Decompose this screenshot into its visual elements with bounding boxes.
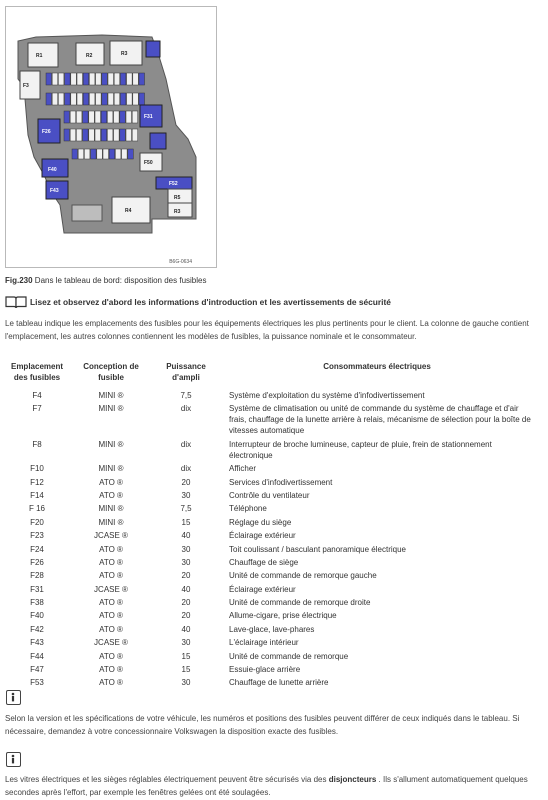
info-icon bbox=[6, 752, 21, 767]
cell-consumer: Services d'infodivertissement bbox=[229, 477, 333, 487]
cell-design: MINI ® bbox=[98, 404, 124, 414]
table-row bbox=[5, 636, 535, 649]
mini-fuse bbox=[115, 149, 121, 159]
mini-fuse bbox=[127, 73, 133, 85]
table-row bbox=[5, 596, 535, 609]
cell-location: F8 bbox=[32, 439, 42, 449]
mini-fuse bbox=[127, 93, 133, 105]
diagram-label: F52 bbox=[169, 181, 178, 187]
cell-design: ATO ® bbox=[99, 557, 123, 567]
mini-fuse bbox=[70, 129, 76, 141]
header-text: Emplacement bbox=[10, 362, 64, 371]
diagram-label: R5 bbox=[174, 195, 181, 201]
cell-location: F53 bbox=[30, 678, 44, 688]
cell-consumer: Chauffage de lunette arrière bbox=[229, 678, 329, 688]
diagram-label: F3 bbox=[23, 83, 29, 89]
version-note: Selon la version et les spécifications de votre véhicule, les numéros et positions des fusibles peuvent différer de ceux indiqués dans le tableau. Si nécessaire, demandez à votre concessionnaire Volkswagen la disposition exacte des fusibles. bbox=[5, 714, 520, 736]
mini-fuse bbox=[70, 111, 76, 123]
mini-fuse bbox=[133, 73, 139, 85]
cell-design: ATO ® bbox=[99, 477, 123, 487]
mini-fuse bbox=[139, 93, 145, 105]
mini-fuse bbox=[89, 129, 95, 141]
header-text: Conception de bbox=[83, 362, 139, 371]
mini-fuse bbox=[114, 73, 120, 85]
book-icon bbox=[5, 296, 27, 309]
table-row bbox=[5, 438, 535, 462]
mini-fuse bbox=[84, 149, 90, 159]
cell-location: F40 bbox=[30, 611, 44, 621]
mini-fuse bbox=[46, 73, 52, 85]
mini-fuse bbox=[122, 149, 128, 159]
cell-consumer: Téléphone bbox=[229, 504, 267, 514]
safety-notice-link[interactable] bbox=[5, 295, 505, 309]
mini-fuse bbox=[97, 149, 103, 159]
cell-consumer: Toit coulissant / basculant panoramique électrique bbox=[229, 544, 406, 554]
cell-power: 40 bbox=[181, 584, 191, 594]
cell-location: F20 bbox=[30, 517, 44, 527]
cell-design: MINI ® bbox=[98, 464, 124, 474]
table-row bbox=[5, 543, 535, 556]
cell-consumer: Réglage du siège bbox=[229, 517, 292, 527]
cell-power: dix bbox=[180, 464, 192, 474]
cell-location: F26 bbox=[30, 557, 44, 567]
mini-fuse bbox=[114, 129, 120, 141]
header-text: Consommateurs électriques bbox=[323, 362, 431, 371]
cell-design: MINI ® bbox=[98, 504, 124, 514]
table-row bbox=[5, 516, 535, 529]
cell-consumer: Contrôle du ventilateur bbox=[229, 490, 310, 500]
cell-power: 40 bbox=[181, 531, 191, 541]
table-row bbox=[5, 556, 535, 569]
cell-location: F42 bbox=[30, 624, 44, 634]
cell-design: ATO ® bbox=[99, 624, 123, 634]
cell-location: F24 bbox=[30, 544, 44, 554]
mini-fuse bbox=[76, 129, 82, 141]
mini-fuse bbox=[101, 111, 107, 123]
cell-location: F14 bbox=[30, 490, 44, 500]
cell-power: 7,5 bbox=[180, 504, 192, 514]
fuse-block bbox=[150, 133, 166, 149]
cell-location: F23 bbox=[30, 531, 44, 541]
fuse-box-figure bbox=[5, 6, 217, 268]
mini-fuse bbox=[64, 111, 70, 123]
mini-fuse bbox=[96, 93, 102, 105]
cell-consumer: Interrupteur de broche lumineuse, capteur de pluie, frein de stationnement électronique bbox=[229, 439, 492, 460]
cell-power: 30 bbox=[181, 557, 191, 567]
figure-caption bbox=[5, 276, 206, 285]
cell-design: ATO ® bbox=[99, 665, 123, 675]
cell-design: JCASE ® bbox=[94, 584, 128, 594]
table-row bbox=[5, 676, 535, 689]
mini-fuse bbox=[120, 93, 126, 105]
breaker-note bbox=[5, 774, 541, 799]
cell-power: 30 bbox=[181, 638, 191, 648]
table-row bbox=[5, 529, 535, 542]
cell-consumer: Lave-glace, lave-phares bbox=[229, 624, 315, 634]
mini-fuse bbox=[120, 111, 126, 123]
mini-fuse bbox=[101, 129, 107, 141]
cell-power: 7,5 bbox=[180, 391, 192, 400]
cell-location: F 16 bbox=[28, 504, 45, 514]
cell-location: F44 bbox=[30, 651, 44, 661]
header-location bbox=[5, 361, 69, 389]
diagram-label: R3 bbox=[121, 51, 128, 57]
figure-image-id: B6G-0634 bbox=[169, 259, 192, 265]
cell-power: 15 bbox=[181, 665, 191, 675]
cell-power: 20 bbox=[181, 598, 191, 608]
cell-power: 20 bbox=[181, 571, 191, 581]
cell-consumer: Unité de commande de remorque gauche bbox=[229, 571, 377, 581]
diagram-label: F31 bbox=[144, 114, 153, 120]
cell-power: 30 bbox=[181, 678, 191, 688]
header-text: Puissance bbox=[166, 362, 206, 371]
cell-design: ATO ® bbox=[99, 490, 123, 500]
header-text: des fusibles bbox=[13, 373, 61, 382]
cell-consumer: Afficher bbox=[229, 464, 256, 474]
breaker-note-text: Les vitres électriques et les sièges réglables électriquement peuvent être sécurisés via des bbox=[5, 775, 329, 784]
mini-fuse bbox=[77, 93, 83, 105]
header-text: fusible bbox=[98, 373, 124, 382]
cell-power: 20 bbox=[181, 477, 191, 487]
figure-caption-text: Dans le tableau de bord: disposition des fusibles bbox=[32, 276, 207, 285]
cell-consumer: Éclairage extérieur bbox=[229, 584, 296, 594]
mini-fuse bbox=[133, 93, 139, 105]
mini-fuse bbox=[132, 111, 138, 123]
table-row bbox=[5, 462, 535, 475]
diagram-label: F40 bbox=[48, 167, 57, 173]
header-consumers bbox=[219, 361, 535, 389]
diagram-label: R2 bbox=[86, 53, 93, 59]
cell-consumer: L'éclairage intérieur bbox=[229, 638, 299, 648]
breaker-note-bold: disjoncteurs bbox=[328, 775, 377, 784]
mini-fuse bbox=[65, 93, 71, 105]
mini-fuse bbox=[83, 73, 89, 85]
mini-fuse bbox=[76, 111, 82, 123]
mini-fuse bbox=[108, 73, 114, 85]
mini-fuse bbox=[107, 129, 113, 141]
table-row bbox=[5, 489, 535, 502]
mini-fuse bbox=[52, 73, 58, 85]
table-header-row bbox=[5, 361, 535, 389]
cell-design: ATO ® bbox=[99, 611, 123, 621]
breaker-note-text: . Ils s'allument automatiquement quelques secondes après l'effort, par exemple les fenêtres gelées ont été soulagées. bbox=[5, 775, 528, 797]
mini-fuse bbox=[78, 149, 84, 159]
diagram-label: R1 bbox=[36, 53, 43, 59]
table-row bbox=[5, 402, 535, 437]
cell-location: F10 bbox=[30, 464, 44, 474]
mini-fuse bbox=[102, 93, 108, 105]
mini-fuse bbox=[120, 73, 126, 85]
cell-consumer: Système d'exploitation du système d'infodivertissement bbox=[229, 391, 425, 400]
cell-consumer: Unité de commande de remorque droite bbox=[229, 598, 371, 608]
cell-location: F47 bbox=[30, 665, 44, 675]
mini-fuse bbox=[71, 73, 77, 85]
diagram-label: F26 bbox=[42, 129, 51, 135]
diagram-label: F50 bbox=[144, 160, 153, 166]
mini-fuse bbox=[139, 73, 145, 85]
table-row bbox=[5, 663, 535, 676]
fuse-block bbox=[146, 41, 160, 57]
cell-location: F7 bbox=[32, 404, 42, 414]
fuse-box-diagram bbox=[6, 7, 216, 267]
mini-fuse bbox=[114, 93, 120, 105]
cell-location: F31 bbox=[30, 584, 44, 594]
mini-fuse bbox=[108, 93, 114, 105]
table-row bbox=[5, 609, 535, 622]
mini-fuse bbox=[58, 73, 64, 85]
cell-design: JCASE ® bbox=[94, 638, 128, 648]
intro-paragraph: Le tableau indique les emplacements des fusibles pour les équipements électriques les plus pertinents pour le client. La colonne de gauche contient l'emplacement, les autres colonnes contiennent les modèles de fusibles, la puissance nominale et le consommateur. bbox=[5, 319, 529, 341]
mini-fuse bbox=[128, 149, 134, 159]
diagram-label: R3 bbox=[174, 209, 181, 215]
header-power bbox=[153, 361, 219, 389]
cell-location: F12 bbox=[30, 477, 44, 487]
safety-notice-text: Lisez et observez d'abord les informations d'introduction et les avertissements de sécurité bbox=[30, 297, 391, 307]
mini-fuse bbox=[95, 129, 101, 141]
cell-consumer: Essuie-glace arrière bbox=[229, 665, 301, 675]
cell-design: ATO ® bbox=[99, 678, 123, 688]
mini-fuse bbox=[65, 73, 71, 85]
cell-power: 30 bbox=[181, 490, 191, 500]
cell-power: 40 bbox=[181, 624, 191, 634]
mini-fuse bbox=[52, 93, 58, 105]
relay-block bbox=[28, 43, 58, 67]
mini-fuse bbox=[107, 111, 113, 123]
cell-design: MINI ® bbox=[98, 439, 124, 449]
cell-consumer: Système de climatisation ou unité de commande du système de chauffage et d'air frais, chauffage de la lunette arrière à relais, mécanisme de sélection pour la boîte de vitesses automatique bbox=[229, 404, 531, 436]
cell-consumer: Allume-cigare, prise électrique bbox=[229, 611, 337, 621]
cell-consumer: Unité de commande de remorque bbox=[229, 651, 349, 661]
mini-fuse bbox=[91, 149, 97, 159]
mini-fuse bbox=[109, 149, 115, 159]
cell-power: dix bbox=[180, 404, 192, 414]
mini-fuse bbox=[58, 93, 64, 105]
cell-location: F4 bbox=[32, 391, 42, 400]
table-row bbox=[5, 502, 535, 515]
mini-fuse bbox=[103, 149, 109, 159]
cell-design: MINI ® bbox=[98, 391, 124, 400]
figure-caption-label: Fig.230 bbox=[5, 276, 33, 285]
mini-fuse bbox=[89, 111, 95, 123]
mini-fuse bbox=[77, 73, 83, 85]
info-icon bbox=[6, 690, 21, 705]
fuse-table bbox=[5, 361, 535, 690]
cell-location: F38 bbox=[30, 598, 44, 608]
cell-design: ATO ® bbox=[99, 571, 123, 581]
cell-design: ATO ® bbox=[99, 598, 123, 608]
mini-fuse bbox=[102, 73, 108, 85]
fuse-block bbox=[72, 205, 102, 221]
mini-fuse bbox=[64, 129, 70, 141]
cell-consumer: Chauffage de siège bbox=[229, 557, 299, 567]
header-design bbox=[69, 361, 153, 389]
mini-fuse bbox=[89, 93, 95, 105]
mini-fuse bbox=[71, 93, 77, 105]
mini-fuse bbox=[96, 73, 102, 85]
mini-fuse bbox=[83, 93, 89, 105]
mini-fuse bbox=[83, 111, 89, 123]
cell-power: 30 bbox=[181, 544, 191, 554]
cell-location: F28 bbox=[30, 571, 44, 581]
header-text: d'ampli bbox=[172, 373, 200, 382]
cell-power: 15 bbox=[181, 651, 191, 661]
table-row bbox=[5, 583, 535, 596]
cell-design: MINI ® bbox=[98, 517, 124, 527]
table-row bbox=[5, 476, 535, 489]
mini-fuse bbox=[83, 129, 89, 141]
cell-location: F43 bbox=[30, 638, 44, 648]
mini-fuse bbox=[89, 73, 95, 85]
table-row bbox=[5, 623, 535, 636]
mini-fuse bbox=[120, 129, 126, 141]
cell-design: JCASE ® bbox=[94, 531, 128, 541]
mini-fuse bbox=[114, 111, 120, 123]
table-row bbox=[5, 389, 535, 402]
cell-power: dix bbox=[180, 439, 192, 449]
diagram-label: R4 bbox=[125, 208, 132, 214]
mini-fuse bbox=[132, 129, 138, 141]
table-row bbox=[5, 650, 535, 663]
cell-design: ATO ® bbox=[99, 544, 123, 554]
mini-fuse bbox=[126, 129, 132, 141]
table-row bbox=[5, 569, 535, 582]
mini-fuse bbox=[72, 149, 78, 159]
cell-consumer: Éclairage extérieur bbox=[229, 531, 296, 541]
mini-fuse bbox=[95, 111, 101, 123]
cell-power: 15 bbox=[181, 517, 191, 527]
diagram-label: F43 bbox=[50, 188, 59, 194]
mini-fuse bbox=[126, 111, 132, 123]
mini-fuse bbox=[46, 93, 52, 105]
cell-design: ATO ® bbox=[99, 651, 123, 661]
cell-power: 20 bbox=[181, 611, 191, 621]
